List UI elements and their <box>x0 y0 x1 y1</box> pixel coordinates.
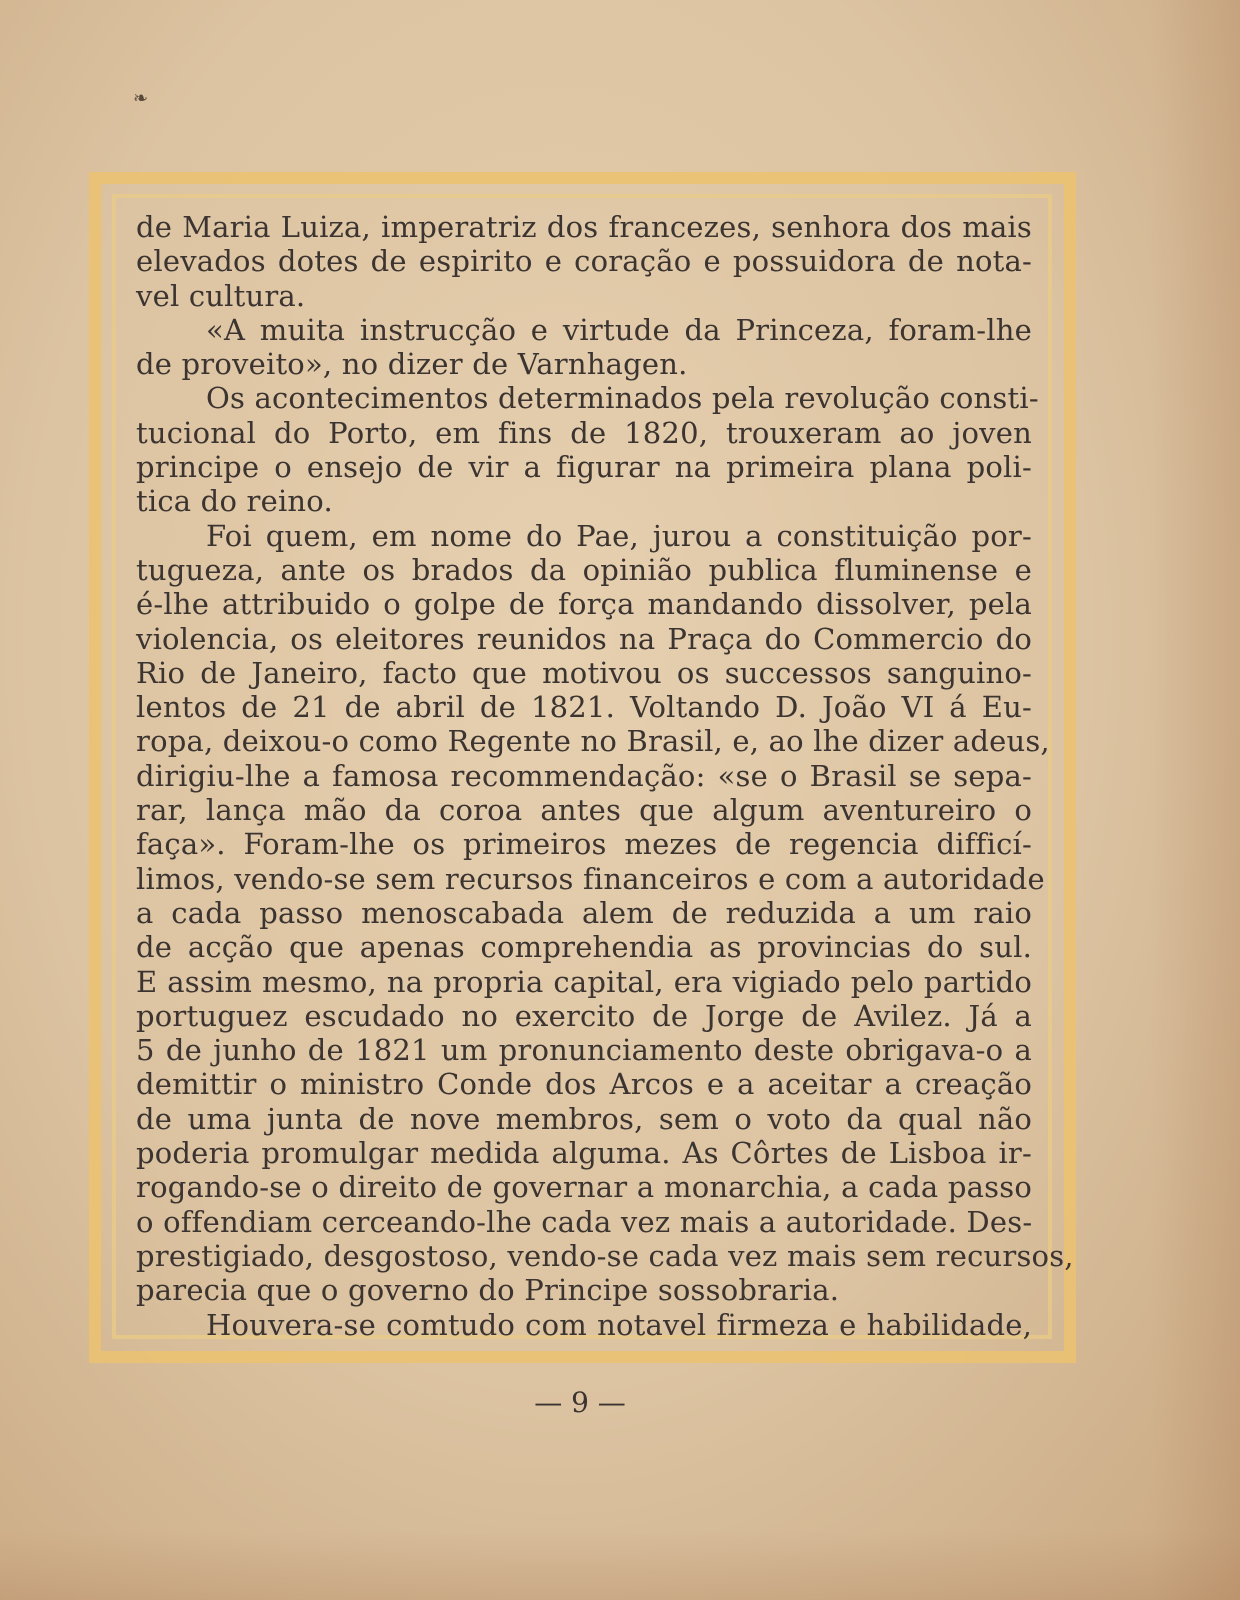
paper-edge-stain-right <box>1150 0 1240 1600</box>
text-line: principe o ensejo de vir a figurar na primeira plana poli- <box>136 450 1032 485</box>
text-line: demittir o ministro Conde dos Arcos e a aceitar a creação <box>136 1067 1032 1102</box>
text-line: de proveito», no dizer de Varnhagen. <box>136 347 688 382</box>
text-line: tugueza, ante os brados da opinião publica fluminense e <box>136 552 1032 587</box>
text-line: dirigiu-lhe a famosa recommendação: «se o Brasil se sepa- <box>136 758 1032 793</box>
body-text <box>136 210 1074 1342</box>
text-line: poderia promulgar medida alguma. As Côrtes de Lisboa ir- <box>136 1136 1032 1171</box>
text-line: Foi quem, em nome do Pae, jurou a constituição por- <box>206 518 1032 553</box>
text-line: faça». Foram-lhe os primeiros mezes de regencia difficí- <box>136 827 1032 862</box>
text-line: de uma junta de nove membros, sem o voto da qual não <box>136 1101 1032 1136</box>
text-line: E assim mesmo, na propria capital, era vigiado pelo partido <box>136 964 1032 999</box>
text-line: Rio de Janeiro, facto que motivou os successos sanguino- <box>136 655 1032 690</box>
text-line: tica do reino. <box>136 484 333 519</box>
text-line: limos, vendo-se sem recursos financeiros e com a autoridade <box>136 861 1045 896</box>
page-number: — 9 — <box>534 1386 626 1419</box>
text-line: rar, lança mão da coroa antes que algum aventureiro o <box>136 793 1032 828</box>
text-line: vel cultura. <box>136 278 306 313</box>
text-line: rogando-se o direito de governar a monarchia, a cada passo <box>136 1170 1032 1205</box>
text-line: elevados dotes de espirito e coração e possuidora de nota- <box>136 244 1032 279</box>
text-line: Houvera-se comtudo com notavel firmeza e habilidade, <box>206 1307 1032 1342</box>
text-line: de Maria Luiza, imperatriz dos francezes, senhora dos mais <box>136 210 1032 244</box>
ornament-mark: ❧ <box>133 88 149 109</box>
text-line: a cada passo menoscabada alem de reduzida a um raio <box>136 895 1032 930</box>
text-line: o offendiam cerceando-lhe cada vez mais a autoridade. Des- <box>136 1204 1033 1239</box>
paper-edge-stain-bottom <box>0 1530 1240 1600</box>
text-line: portuguez escudado no exercito de Jorge de Avilez. Já a <box>136 998 1032 1033</box>
text-line: ropa, deixou-o como Regente no Brasil, e, ao lhe dizer adeus, <box>136 724 1050 759</box>
text-line: tucional do Porto, em fins de 1820, trouxeram ao joven <box>136 415 1032 450</box>
text-line: lentos de 21 de abril de 1821. Voltando D. João VI á Eu- <box>136 690 1032 725</box>
text-line: de acção que apenas comprehendia as provincias do sul. <box>136 930 1032 965</box>
text-line: violencia, os eleitores reunidos na Praça do Commercio do <box>136 621 1032 656</box>
text-line: Os acontecimentos determinados pela revolução consti- <box>206 381 1039 416</box>
text-line: parecia que o governo do Principe sossobraria. <box>136 1273 840 1308</box>
text-line: prestigiado, desgostoso, vendo-se cada vez mais sem recursos, <box>136 1238 1074 1273</box>
text-line: «A muita instrucção e virtude da Princeza, foram-lhe <box>206 312 1032 347</box>
text-line: é-lhe attribuido o golpe de força mandando dissolver, pela <box>136 587 1032 622</box>
text-line: 5 de junho de 1821 um pronunciamento deste obrigava-o a <box>136 1033 1032 1068</box>
